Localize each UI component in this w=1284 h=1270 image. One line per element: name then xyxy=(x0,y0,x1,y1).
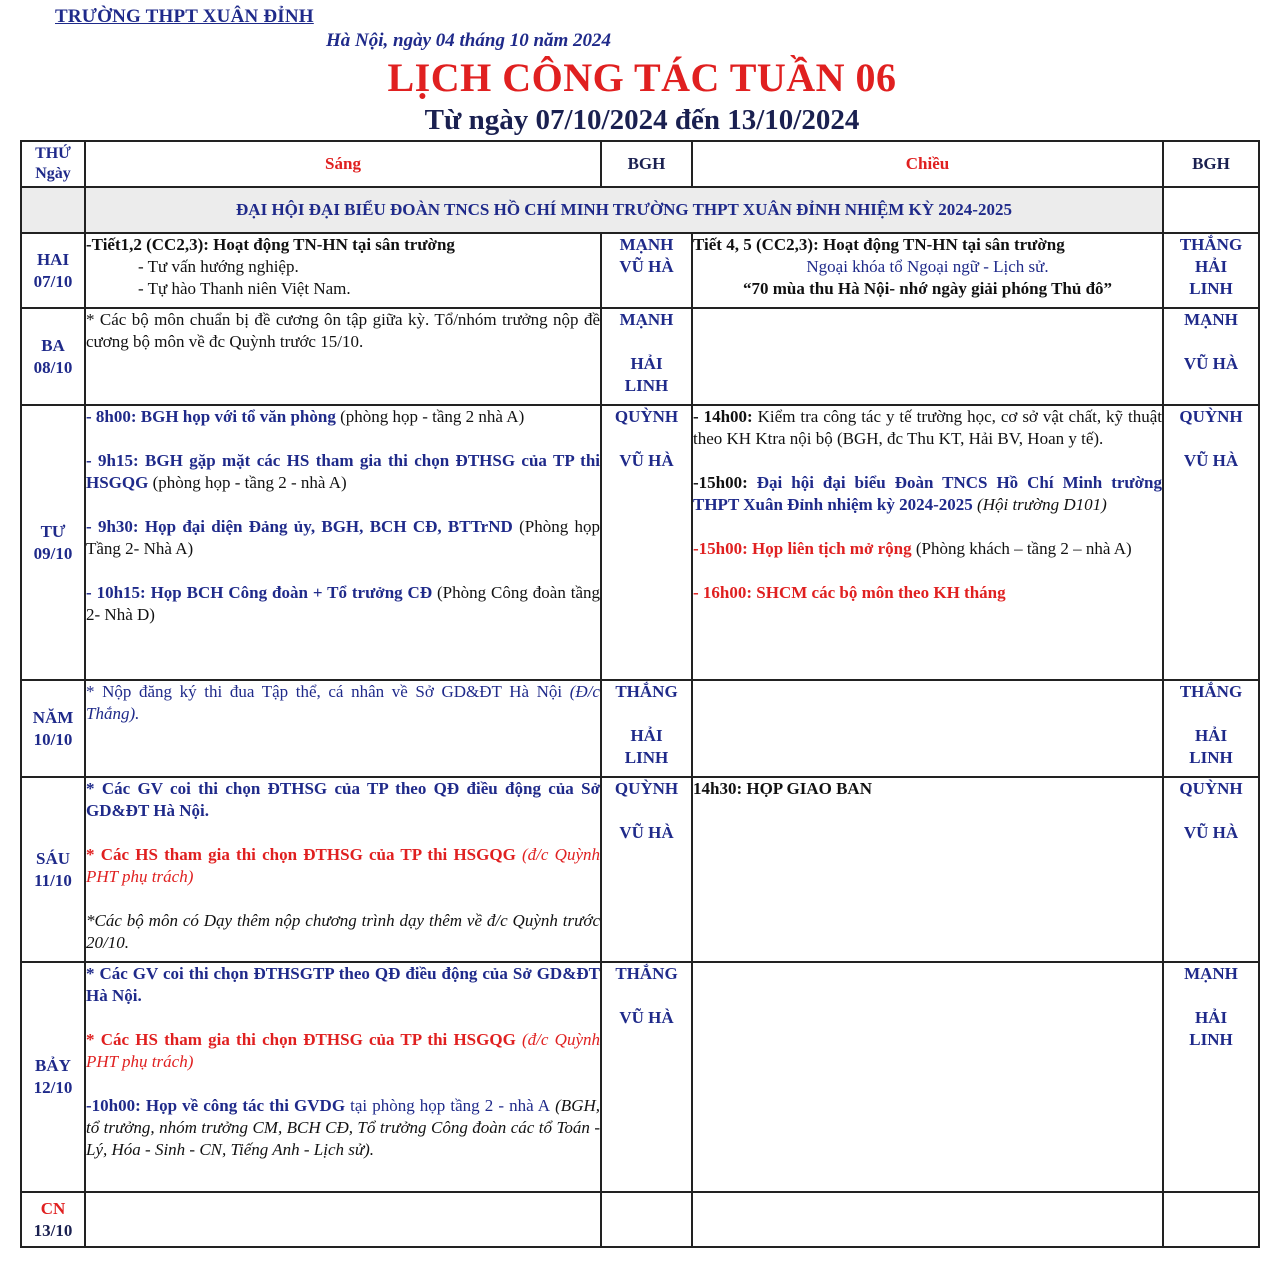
day-cell: BẢY 12/10 xyxy=(21,962,85,1192)
bgh-morning-cell: MẠNH HẢI LINH xyxy=(601,308,692,405)
banner-empty-cell xyxy=(1163,187,1259,233)
schedule-table xyxy=(20,140,1260,1248)
afternoon-cell: - 14h00: Kiểm tra công tác y tế trường học, cơ sở vật chất, kỹ thuật theo KH Ktra nội bộ (BGH, đc Thu KT, Hải BV, Hoan y tế). -15h00: Đại hội đại biểu Đoàn TNCS Hồ Chí Minh trường THPT Xuân Đỉnh nhiệm kỳ 2024-2025 (Hội trường D101) -15h00: Họp liên tịch mở rộng (Phòng khách – tầng 2 – nhà A) - 16h00: SHCM các bộ môn theo KH tháng xyxy=(692,405,1163,680)
day-column-header: THỨ Ngày xyxy=(21,141,85,187)
afternoon-cell xyxy=(692,962,1163,1192)
page-title: LỊCH CÔNG TÁC TUẦN 06 xyxy=(387,55,897,100)
bgh-afternoon-cell: THẮNG HẢI LINH xyxy=(1163,233,1259,308)
morning-cell: * Các bộ môn chuẩn bị đề cương ôn tập giữa kỳ. Tổ/nhóm trưởng nộp đề cương bộ môn về đc Quỳnh trước 15/10. xyxy=(85,308,601,405)
bgh-morning-cell: MẠNH VŨ HÀ xyxy=(601,233,692,308)
banner-row xyxy=(21,187,1259,233)
morning-cell: * Các GV coi thi chọn ĐTHSG của TP theo QĐ điều động của Sở GD&ĐT Hà Nội. * Các HS tham gia thi chọn ĐTHSG của TP thi HSGQG (đ/c Quỳnh PHT phụ trách) *Các bộ môn có Dạy thêm nộp chương trình dạy thêm về đ/c Quỳnh trước 20/10. xyxy=(85,777,601,962)
afternoon-cell xyxy=(692,1192,1163,1247)
table-row xyxy=(21,233,1259,308)
morning-cell: * Nộp đăng ký thi đua Tập thể, cá nhân về Sở GD&ĐT Hà Nội (Đ/c Thắng). xyxy=(85,680,601,777)
day-cell: NĂM 10/10 xyxy=(21,680,85,777)
afternoon-cell: 14h30: HỌP GIAO BAN xyxy=(692,777,1163,962)
morning-cell xyxy=(85,1192,601,1247)
table-row xyxy=(21,777,1259,962)
bgh-afternoon-cell xyxy=(1163,1192,1259,1247)
morning-column-header: Sáng xyxy=(85,141,601,187)
afternoon-cell xyxy=(692,680,1163,777)
table-row xyxy=(21,308,1259,405)
bgh-afternoon-cell: MẠNH VŨ HÀ xyxy=(1163,308,1259,405)
bgh-morning-cell: QUỲNH VŨ HÀ xyxy=(601,405,692,680)
bgh-morning-cell: QUỲNH VŨ HÀ xyxy=(601,777,692,962)
morning-cell: - 8h00: BGH họp với tổ văn phòng (phòng họp - tầng 2 nhà A) - 9h15: BGH gặp mặt các HS tham gia thi chọn ĐTHSG của TP thi HSGQG (phòng họp - tầng 2 - nhà A) - 9h30: Họp đại diện Đảng ủy, BGH, BCH CĐ, BTTrND (Phòng họp Tầng 2- Nhà A) - 10h15: Họp BCH Công đoàn + Tổ trưởng CĐ (Phòng Công đoàn tầng 2- Nhà D) xyxy=(85,405,601,680)
place-date: Hà Nội, ngày 04 tháng 10 năm 2024 xyxy=(326,30,612,51)
bgh-morning-cell: THẮNG HẢI LINH xyxy=(601,680,692,777)
bgh-afternoon-cell: QUỲNH VŨ HÀ xyxy=(1163,777,1259,962)
afternoon-cell xyxy=(692,308,1163,405)
afternoon-cell: Tiết 4, 5 (CC2,3): Hoạt động TN-HN tại sân trường Ngoại khóa tổ Ngoại ngữ - Lịch sử. “70 mùa thu Hà Nội- nhớ ngày giải phóng Thủ đô” xyxy=(692,233,1163,308)
bgh-morning-cell: THẮNG VŨ HÀ xyxy=(601,962,692,1192)
day-cell: HAI 07/10 xyxy=(21,233,85,308)
header-row xyxy=(21,141,1259,187)
bgh-morning-cell xyxy=(601,1192,692,1247)
day-cell: CN 13/10 xyxy=(21,1192,85,1247)
day-cell: TƯ 09/10 xyxy=(21,405,85,680)
table-row xyxy=(21,405,1259,680)
bgh-afternoon-header: BGH xyxy=(1163,141,1259,187)
bgh-morning-header: BGH xyxy=(601,141,692,187)
day-cell: BA 08/10 xyxy=(21,308,85,405)
day-cell: SÁU 11/10 xyxy=(21,777,85,962)
bgh-afternoon-cell: QUỲNH VŨ HÀ xyxy=(1163,405,1259,680)
morning-cell: * Các GV coi thi chọn ĐTHSGTP theo QĐ điều động của Sở GD&ĐT Hà Nội. * Các HS tham gia thi chọn ĐTHSG của TP thi HSGQG (đ/c Quỳnh PHT phụ trách) -10h00: Họp về công tác thi GVDG tại phòng họp tầng 2 - nhà A (BGH, tổ trưởng, nhóm trưởng CM, BCH CĐ, Tổ trưởng Công đoàn các tổ Toán - Lý, Hóa - Sinh - CN, Tiếng Anh - Lịch sử). xyxy=(85,962,601,1192)
bgh-afternoon-cell: MẠNH HẢI LINH xyxy=(1163,962,1259,1192)
date-range: Từ ngày 07/10/2024 đến 13/10/2024 xyxy=(424,104,860,136)
table-row xyxy=(21,1192,1259,1247)
morning-cell: -Tiết1,2 (CC2,3): Hoạt động TN-HN tại sân trường - Tư vấn hướng nghiệp. - Tự hào Thanh niên Việt Nam. xyxy=(85,233,601,308)
congress-banner: ĐẠI HỘI ĐẠI BIỂU ĐOÀN TNCS HỒ CHÍ MINH TRƯỜNG THPT XUÂN ĐỈNH NHIỆM KỲ 2024-2025 xyxy=(85,187,1163,233)
table-row xyxy=(21,962,1259,1192)
afternoon-column-header: Chiều xyxy=(692,141,1163,187)
table-row xyxy=(21,680,1259,777)
school-name: TRƯỜNG THPT XUÂN ĐỈNH xyxy=(55,6,314,27)
banner-empty-cell xyxy=(21,187,85,233)
bgh-afternoon-cell: THẮNG HẢI LINH xyxy=(1163,680,1259,777)
